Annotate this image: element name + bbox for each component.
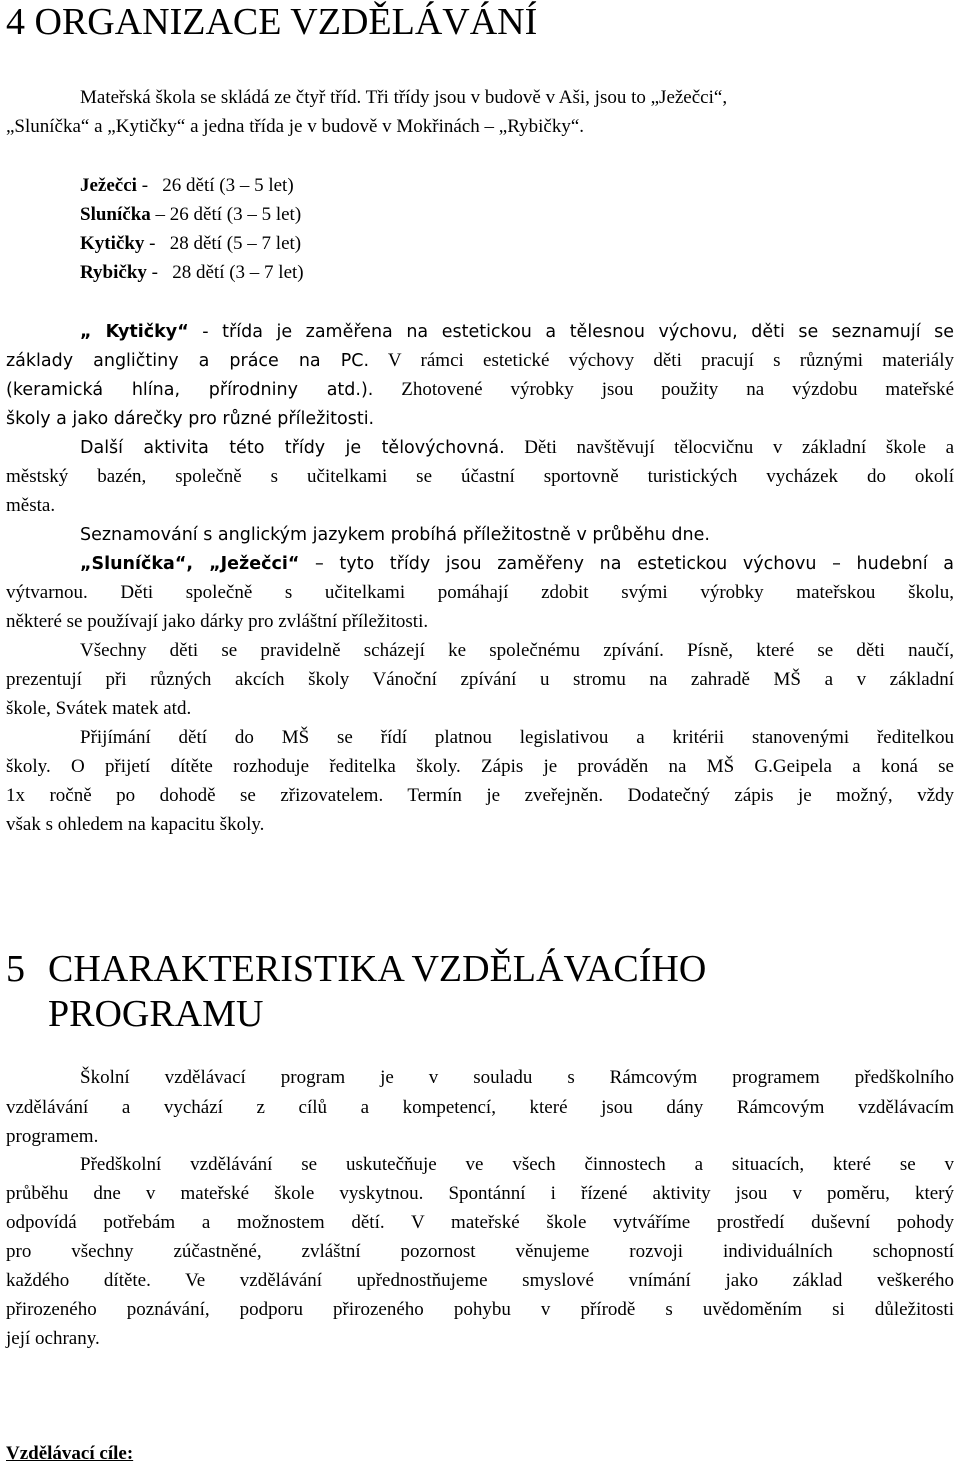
kyticky-text-sans: (keramická hlína, přírodniny atd.).: [6, 380, 374, 400]
prijimani-line-4: však s ohledem na kapacitu školy.: [6, 814, 265, 835]
prijimani-line-1: Přijímání dětí do MŠ se řídí platnou legislativou a kritérii stanovenými ředitelkou: [80, 727, 954, 748]
prijimani-line-2: školy. O přijetí dítěte rozhoduje ředitelka školy. Zápis je prováděn na MŠ G.Geipela a koná se: [6, 756, 954, 777]
kyticky-text-sans: Další aktivita této třídy je tělovýchovná.: [80, 438, 505, 458]
slunicka-line-1: [80, 552, 954, 576]
program-p1-line-1: Školní vzdělávací program je v souladu s Rámcovým programem předškolního: [80, 1067, 954, 1088]
kyticky-text: V rámci estetické výchovy děti pracují s různými materiály: [369, 350, 954, 371]
slunicka-title: „Sluníčka“, „Ježečci“: [80, 554, 300, 574]
goals-heading: Vzdělávací cíle:: [6, 1443, 134, 1464]
kyticky-line-5: [80, 436, 954, 460]
intro-line-1: Mateřská škola se skládá ze čtyř tříd. Tři třídy jsou v budově v Aši, jsou to „Ježečci“,: [80, 87, 728, 108]
class-separator: -: [144, 233, 170, 254]
section-5-heading-line-1: CHARAKTERISTIKA VZDĚLÁVACÍHO: [48, 948, 707, 990]
class-name: Rybičky: [80, 262, 147, 283]
kyticky-line-2: [6, 349, 954, 373]
program-p2-line-6: přirozeného poznávání, podporu přirozeného pohybu v přírodě s uvědoměním si důležitosti: [6, 1299, 954, 1320]
kyticky-text: - třída je zaměřena na estetickou a tělesnou výchovu, děti se seznamují se: [188, 322, 954, 342]
kyticky-line-3: [6, 378, 954, 402]
program-p2-line-2: průběhu dne v mateřské škole vyskytnou. Spontánní i řízené aktivity jsou v poměru, který: [6, 1183, 954, 1204]
class-separator: -: [146, 262, 173, 283]
class-separator: -: [136, 175, 163, 196]
class-info: 28 dětí (3 – 7 let): [172, 262, 304, 283]
program-p2-line-7: její ochrany.: [6, 1328, 100, 1349]
kyticky-line-7: města.: [6, 495, 56, 516]
class-separator: –: [150, 204, 170, 225]
slunicka-line-2: výtvarnou. Děti společně s učitelkami pomáhají zdobit svými výrobky mateřskou školu,: [6, 582, 954, 603]
class-info: 26 dětí (3 – 5 let): [169, 204, 302, 225]
slunicka-line-5: prezentují při různých akcích školy Vánoční zpívání u stromu na zahradě MŠ a v základní: [6, 669, 954, 690]
intro-line-2: „Sluníčka“ a „Kytičky“ a jedna třída je v budově v Mokřinách – „Rybičky“.: [6, 116, 585, 137]
kyticky-line-4: školy a jako dárečky pro různé příležitosti.: [6, 409, 375, 429]
class-name: Sluníčka: [80, 204, 151, 225]
kyticky-line-8: Seznamování s anglickým jazykem probíhá příležitostně v průběhu dne.: [80, 525, 710, 545]
kyticky-text-sans: základy angličtiny a práce na PC.: [6, 351, 370, 371]
kyticky-title: „ Kytičky“: [80, 322, 189, 342]
program-p2-line-1: Předškolní vzdělávání se uskutečňuje ve všech činnostech a situacích, které se v: [80, 1154, 954, 1175]
class-info: 28 dětí (5 – 7 let): [169, 233, 302, 254]
kyticky-line-1: [80, 320, 954, 344]
slunicka-text: Všechny děti se pravidelně scházejí ke společnému zpívání.: [80, 640, 664, 661]
class-item-slunicka: [80, 203, 301, 227]
program-p1-line-2: vzdělávání a vychází z cílů a kompetencí, které jsou dány Rámcovým vzdělávacím: [6, 1097, 954, 1118]
slunicka-line-4: [80, 639, 954, 663]
kyticky-text: Děti navštěvují tělocvičnu v základní škole a: [504, 437, 955, 458]
kyticky-line-6: městský bazén, společně s učitelkami se účastní sportovně turistických vycházek do okolí: [6, 466, 954, 487]
prijimani-line-3: 1x ročně po dohodě se zřizovatelem. Termín je zveřejněn. Dodatečný zápis je možný, vždy: [6, 785, 954, 806]
kyticky-text: Zhotovené výrobky jsou použity na výzdobu mateřské: [373, 379, 955, 400]
program-p2-line-4: pro všechny zúčastněné, zvláštní pozornost věnujeme rozvoji individuálních schopností: [6, 1241, 954, 1262]
slunicka-text: Písně, které se děti naučí,: [663, 640, 954, 661]
section-5-heading-line-2: PROGRAMU: [48, 993, 264, 1035]
class-item-kyticky: [80, 232, 301, 256]
class-info: 26 dětí (3 – 5 let): [162, 175, 294, 196]
class-name: Kytičky: [80, 233, 145, 254]
slunicka-text: – tyto třídy jsou zaměřeny na estetickou výchovu – hudební a: [299, 554, 954, 574]
class-item-rybicky: [80, 261, 304, 285]
class-item-jezecci: [80, 174, 294, 198]
section-5-heading-number: 5: [6, 948, 25, 990]
class-name: Ježečci: [80, 175, 137, 196]
program-p2-line-3: odpovídá potřebám a možnostem dětí. V mateřské škole vytváříme prostředí duševní pohody: [6, 1212, 954, 1233]
slunicka-line-6: škole, Svátek matek atd.: [6, 698, 192, 719]
program-p1-line-3: programem.: [6, 1126, 99, 1147]
program-p2-line-5: každého dítěte. Ve vzdělávání upřednostňujeme smyslové vnímání jako základ veškerého: [6, 1270, 954, 1291]
section-4-heading: 4 ORGANIZACE VZDĚLÁVÁNÍ: [6, 1, 538, 43]
slunicka-line-3: některé se používají jako dárky pro zvláštní příležitosti.: [6, 611, 429, 632]
